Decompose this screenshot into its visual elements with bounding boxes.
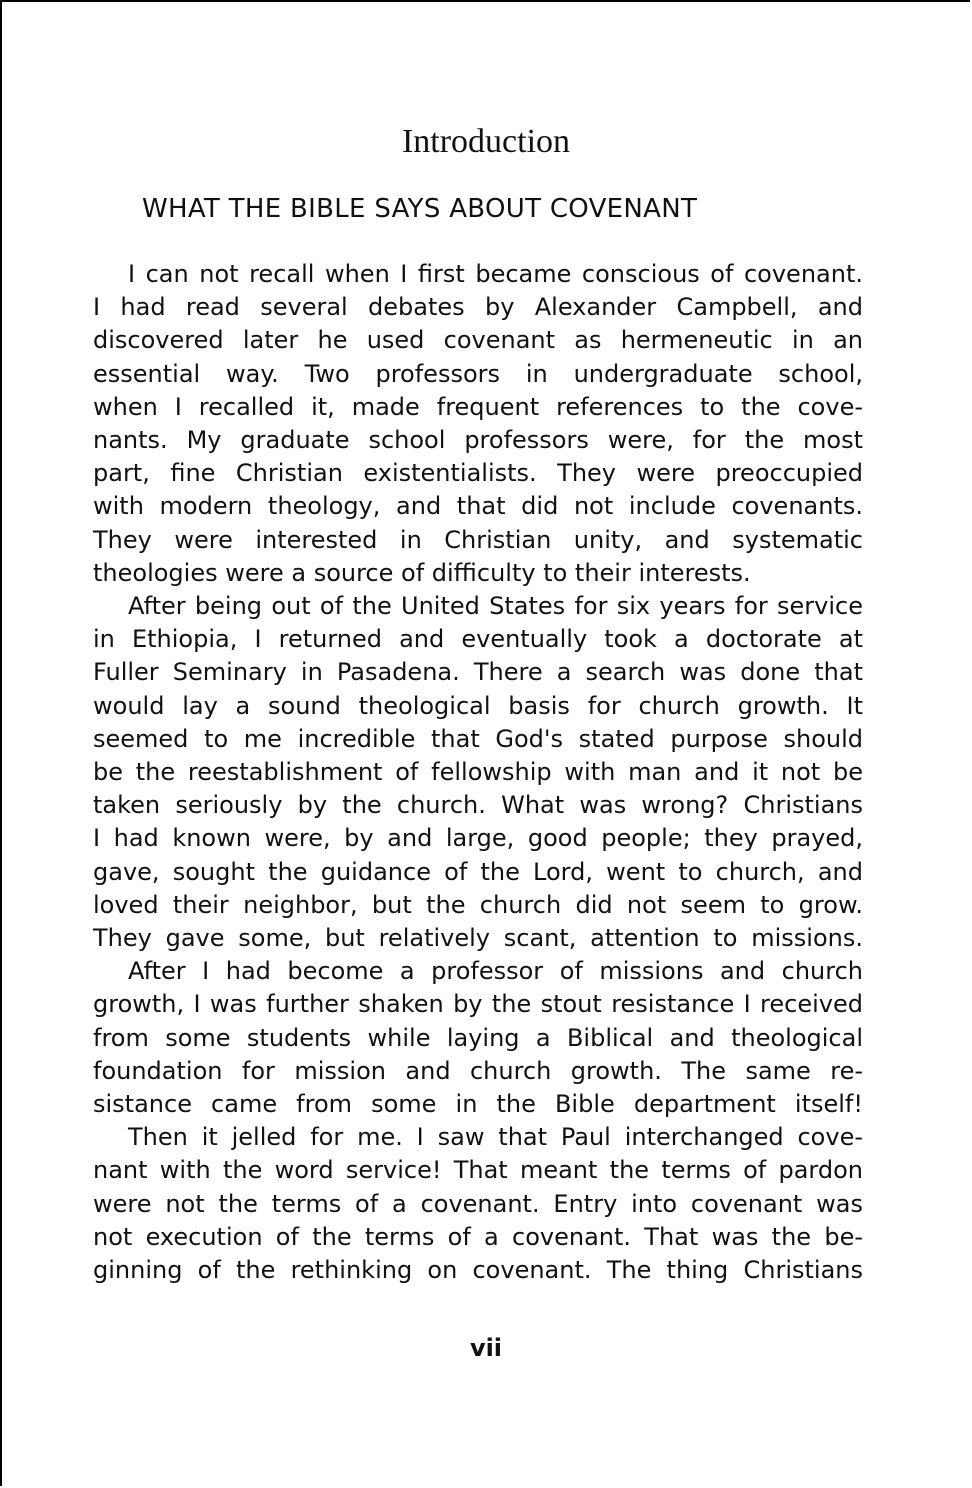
text-line: when I recalled it, made frequent references to the cove- <box>93 392 863 421</box>
text-line: gave, sought the guidance of the Lord, went to church, and <box>93 857 863 886</box>
text-line: would lay a sound theological basis for church growth. It <box>93 691 863 720</box>
text-line: They were interested in Christian unity, and systematic <box>93 525 863 554</box>
text-line: Then it jelled for me. I saw that Paul interchanged cove- <box>128 1123 863 1152</box>
text-line: seemed to me incredible that God's stated purpose should <box>93 724 863 753</box>
text-line: not execution of the terms of a covenant. That was the be- <box>93 1222 863 1251</box>
chapter-heading: Introduction <box>401 123 571 160</box>
text-line: They gave some, but relatively scant, attention to missions. <box>93 924 863 953</box>
text-line: I had read several debates by Alexander Campbell, and <box>93 293 863 322</box>
text-line: were not the terms of a covenant. Entry into covenant was <box>93 1189 863 1218</box>
text-line: in Ethiopia, I returned and eventually took a doctorate at <box>93 625 863 654</box>
body-text <box>93 258 863 1287</box>
text-line: I had known were, by and large, good people; they prayed, <box>93 824 863 853</box>
text-line: from some students while laying a Biblical and theological <box>93 1023 863 1052</box>
text-line: foundation for mission and church growth. The same re- <box>93 1056 863 1085</box>
text-line: loved their neighbor, but the church did not seem to grow. <box>93 890 863 919</box>
text-line: Fuller Seminary in Pasadena. There a search was done that <box>93 658 863 687</box>
text-line: ginning of the rethinking on covenant. The thing Christians <box>93 1256 863 1285</box>
text-line: with modern theology, and that did not include covenants. <box>93 492 863 521</box>
text-line: part, fine Christian existentialists. They were preoccupied <box>93 459 863 488</box>
text-line: After I had become a professor of missions and church <box>128 957 863 986</box>
text-line: I can not recall when I first became conscious of covenant. <box>128 260 863 288</box>
text-line: taken seriously by the church. What was wrong? Christians <box>93 791 863 820</box>
text-line: essential way. Two professors in undergraduate school, <box>93 359 863 388</box>
text-line: nants. My graduate school professors were, for the most <box>93 426 863 455</box>
text-line: be the reestablishment of fellowship with man and it not be <box>93 758 863 787</box>
text-line: nant with the word service! That meant the terms of pardon <box>93 1156 863 1185</box>
text-line: growth, I was further shaken by the stout resistance I received <box>93 990 863 1019</box>
text-line: theologies were a source of difficulty to their interests. <box>93 558 751 587</box>
chapter-subheading: WHAT THE BIBLE SAYS ABOUT COVENANT <box>142 194 698 224</box>
page-number: vii <box>469 1334 503 1362</box>
text-line: sistance came from some in the Bible department itself! <box>93 1090 863 1119</box>
text-line: After being out of the United States for six years for service <box>128 592 863 621</box>
text-line: discovered later he used covenant as hermeneutic in an <box>93 326 863 355</box>
